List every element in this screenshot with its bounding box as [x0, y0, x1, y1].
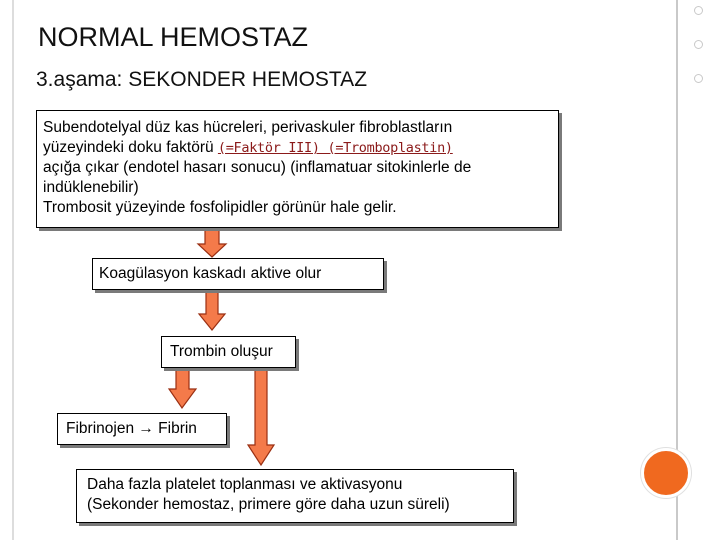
box1-line1: Subendotelyal düz kas hücreleri, perivaskuler fibroblastların [43, 119, 453, 136]
box1-line5: Trombosit yüzeyinde fosfolipidler görünür hale gelir. [43, 199, 397, 216]
slide-title: NORMAL HEMOSTAZ [38, 22, 309, 52]
box1-line2 [43, 138, 552, 158]
arrow-box1-to-box2 [198, 229, 226, 257]
box1-line2-text: yüzeyindeki doku faktörü [43, 139, 218, 156]
box2-text: Koagülasyon kaskadı aktive olur [99, 265, 322, 282]
tissue-factor-box [36, 110, 559, 228]
box5-line2: (Sekonder hemostaz, primere göre daha uzun süreli) [87, 496, 450, 513]
box5-line1: Daha fazla platelet toplanması ve aktivasyonu [87, 476, 403, 493]
thrombin-box [161, 336, 296, 368]
factor-iii-label: (=Faktör III) (=Tromboplastin) [217, 140, 453, 156]
fibrin-box [57, 413, 227, 445]
platelet-aggregation-box [76, 469, 514, 523]
arrow-box3-to-box4 [169, 369, 196, 408]
arrow-box3-to-box5 [248, 369, 274, 465]
box1-line3: açığa çıkar (endotel hasarı sonucu) (inflamatuar sitokinlerle de [43, 159, 472, 176]
box1-line4: indüklenebilir) [43, 179, 139, 196]
box4-text: Fibrinojen → Fibrin [66, 420, 197, 437]
slide-subtitle: 3.aşama: SEKONDER HEMOSTAZ [36, 68, 368, 91]
arrow-box2-to-box3 [199, 291, 225, 330]
box3-text: Trombin oluşur [170, 343, 273, 360]
coagulation-cascade-box [92, 258, 384, 290]
